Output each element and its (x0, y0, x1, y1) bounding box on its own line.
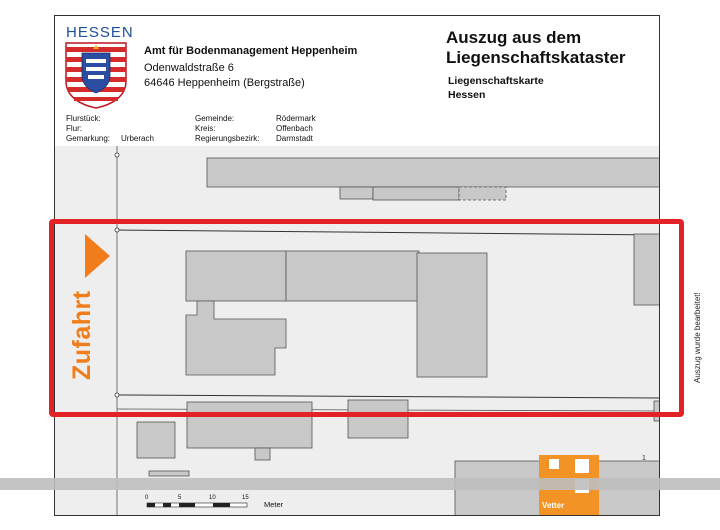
document-title-line2: Liegenschaftskataster (446, 48, 626, 67)
flurstueck-label: Flurstück: (66, 114, 101, 123)
scale-unit: Meter (264, 500, 284, 509)
regierungsbezirk-value: Darmstadt (276, 134, 313, 143)
document-type: Liegenschaftskarte (448, 75, 544, 87)
kreis-value: Offenbach (276, 124, 313, 133)
building (207, 158, 660, 187)
document-title (446, 28, 626, 68)
hessen-coat-of-arms-icon (64, 41, 128, 109)
office-city: 64646 Heppenheim (Bergstraße) (144, 77, 305, 89)
regierungsbezirk-label: Regierungsbezirk: (195, 134, 260, 143)
hessen-wordmark: HESSEN (66, 24, 134, 41)
gemeinde-value: Rödermark (276, 114, 316, 123)
access-arrow-icon (84, 233, 112, 279)
building (137, 422, 175, 458)
document-state: Hessen (448, 89, 486, 101)
building (373, 187, 459, 200)
boundary-marker (115, 153, 119, 157)
building (255, 448, 270, 460)
building-planned (459, 187, 506, 200)
office-street: Odenwaldstraße 6 (144, 62, 234, 74)
gemarkung-label: Gemarkung: (66, 134, 111, 143)
parcel-number-label: 1 (642, 455, 646, 462)
access-label: Zufahrt (68, 290, 96, 380)
scale-tick-label: 15 (242, 495, 249, 501)
scale-bar (145, 502, 255, 510)
scale-tick-label: 0 (145, 495, 149, 501)
vetter-logo-text: Vetter (542, 501, 565, 510)
gemarkung-value: Urberach (121, 134, 154, 143)
logo-square (575, 459, 589, 473)
scale-tick-label: 5 (178, 495, 182, 501)
gemeinde-label: Gemeinde: (195, 114, 235, 123)
highlighted-parcel-frame (49, 219, 684, 417)
building (149, 471, 189, 476)
overlay-band (0, 478, 720, 490)
office-name: Amt für Bodenmanagement Heppenheim (144, 45, 358, 57)
scale-tick-label: 10 (209, 495, 216, 501)
logo-square (549, 459, 559, 469)
document-title-line1: Auszug aus dem (446, 28, 582, 47)
kreis-label: Kreis: (195, 124, 216, 133)
flur-label: Flur: (66, 124, 82, 133)
edited-note: Auszug wurde bearbeitet! (693, 292, 702, 383)
building (340, 187, 373, 199)
